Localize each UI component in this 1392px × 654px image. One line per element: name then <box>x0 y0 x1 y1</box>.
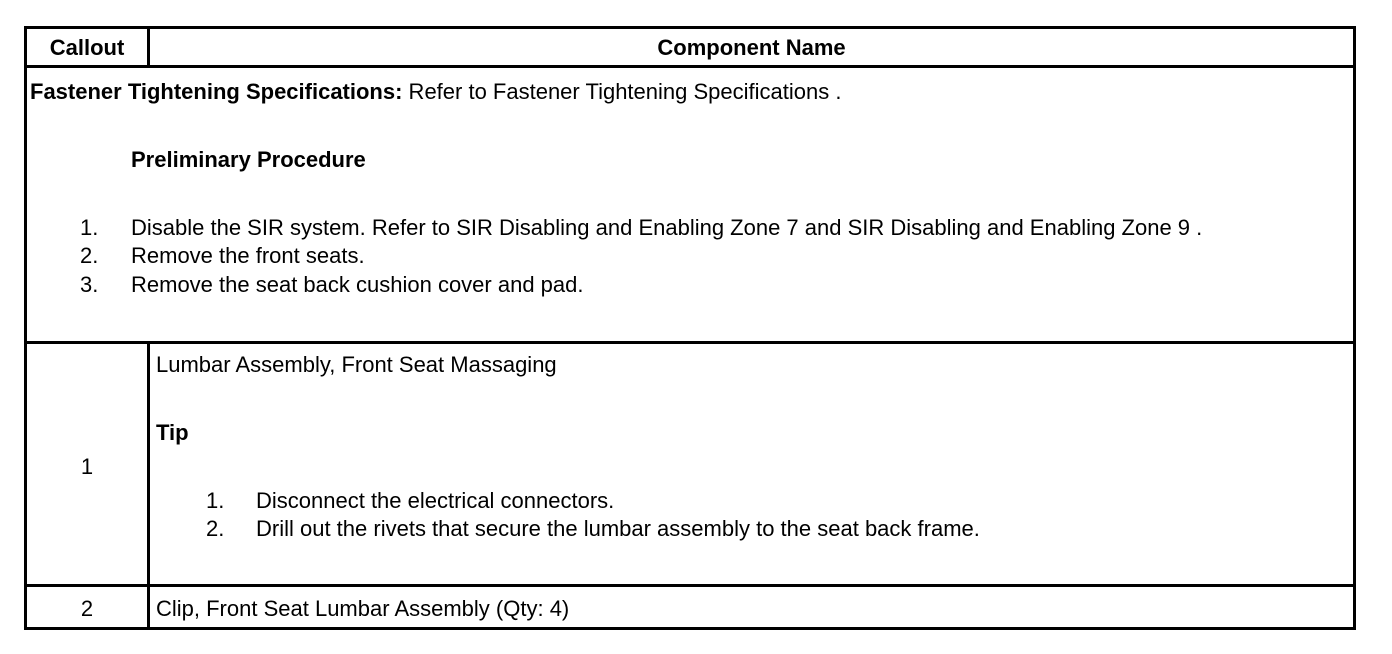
column-divider <box>147 341 150 627</box>
row-component-name: Lumbar Assembly, Front Seat Massaging <box>156 352 557 377</box>
preliminary-procedure-title: Preliminary Procedure <box>131 147 366 172</box>
step-number: 2. <box>80 243 99 268</box>
tip-title: Tip <box>156 420 189 445</box>
tip-step-text: Disconnect the electrical connectors. <box>256 488 615 513</box>
tip-step-text: Drill out the rivets that secure the lumbar assembly to the seat back frame. <box>256 516 980 541</box>
step-text: Remove the front seats. <box>131 243 365 268</box>
step-number: 3. <box>80 272 99 297</box>
step-text: Disable the SIR system. Refer to SIR Disabling and Enabling Zone 7 and SIR Disabling and Enabling Zone 9 . <box>131 215 1203 240</box>
step-number: 1. <box>80 215 99 240</box>
component-table <box>24 26 1356 630</box>
fastener-spec-label: Fastener Tightening Specifications: <box>30 79 403 104</box>
intro-divider <box>27 341 1353 344</box>
row-component-name: Clip, Front Seat Lumbar Assembly (Qty: 4) <box>156 596 570 621</box>
row-divider <box>27 584 1353 587</box>
tip-step-number: 1. <box>206 488 225 513</box>
header-component-name: Component Name <box>657 35 846 60</box>
header-divider <box>27 65 1353 68</box>
step-text: Remove the seat back cushion cover and pad. <box>131 272 584 297</box>
tip-step-number: 2. <box>206 516 225 541</box>
row-callout: 2 <box>80 596 94 621</box>
fastener-spec-line <box>30 79 841 105</box>
fastener-spec-text: Refer to Fastener Tightening Specifications . <box>402 79 842 104</box>
header-callout: Callout <box>49 35 125 60</box>
row-callout: 1 <box>80 454 94 479</box>
